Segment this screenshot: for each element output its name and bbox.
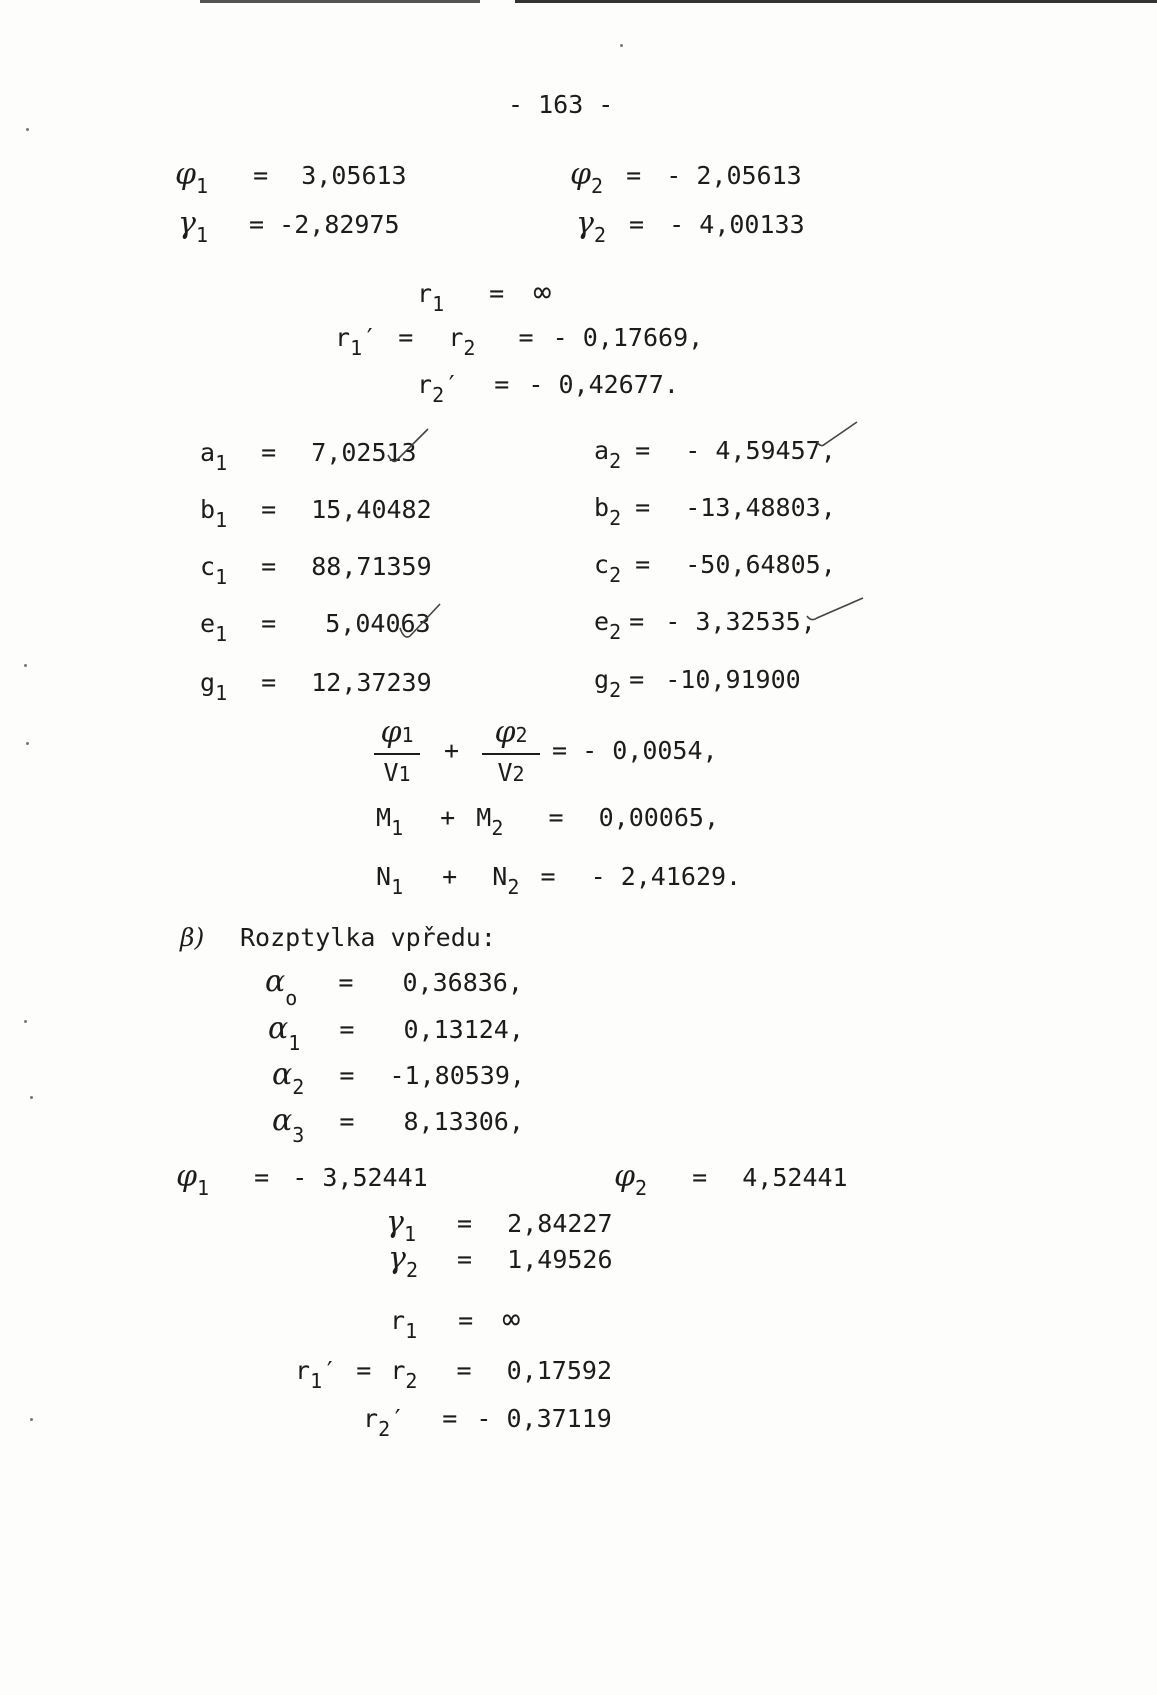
scan-speck — [24, 1020, 27, 1023]
a2-row: $a_2$ = - 4,59457, — [594, 436, 836, 473]
alpha0-value: 0,36836, — [402, 968, 523, 997]
check-mark-icon — [398, 600, 443, 645]
a2-value: - 4,59457, — [685, 436, 836, 465]
beta-gamma2-value: 1,49526 — [507, 1245, 613, 1274]
scan-speck — [26, 742, 29, 745]
c2-row: $c_2 = -50,64805$, — [594, 550, 836, 587]
e1-row: $e_1 = 5,04063$ — [200, 609, 431, 646]
gamma2-row: $\gamma_2$ = - 4,00133 — [576, 206, 805, 247]
beta-gamma2-row: $\gamma_2 = 1,49526$ — [388, 1241, 613, 1282]
scan-speck — [30, 1418, 33, 1421]
a1-row: $a_1 = 7,02513$ — [200, 438, 417, 475]
check-mark-icon — [805, 596, 865, 626]
section-beta-heading: Rozptylka vpředu: — [240, 923, 496, 952]
e2-value: - 3,32535, — [665, 607, 816, 636]
beta-r1-row: $r_1$ = ∞ — [390, 1302, 521, 1343]
infinity-value: ∞ — [533, 275, 552, 310]
gamma-symbol: γ — [178, 206, 196, 241]
r1-row: $r_1$ = ∞ — [417, 275, 552, 316]
beta-gamma1-row: $\gamma_1 = 2,84227$ — [386, 1205, 613, 1246]
c2-value: -50,64805, — [685, 550, 836, 579]
beta-r2prime-row: $r_2'$ = - 0,37119 — [363, 1404, 612, 1441]
m-sum-value: 0,00065, — [598, 803, 720, 832]
alpha3-value: 8,13306, — [403, 1107, 524, 1136]
check-mark-icon — [815, 420, 860, 450]
plus-sign: + — [444, 736, 460, 765]
b2-row: $b_2 = -13,48803$, — [594, 493, 836, 530]
b2-value: -13,48803, — [685, 493, 836, 522]
phi2-value: - 2,05613 — [666, 161, 802, 190]
phi-over-v-sum: = - 0,0054, — [552, 736, 718, 765]
check-mark-icon — [386, 425, 431, 470]
beta-phi2-value: 4,52441 — [742, 1163, 848, 1192]
gamma-symbol: γ — [576, 206, 594, 241]
alpha1-row: $\alpha_1 = 0,13124$, — [268, 1011, 524, 1055]
beta-phi1-value: - 3,52441 — [292, 1163, 428, 1192]
scan-speck — [24, 664, 27, 667]
n-sum-row: $N_1 + N_2$ = - 2,41629. — [376, 862, 742, 899]
c1-row: $c_1 = 88,71359$ — [200, 552, 432, 589]
beta-infinity-value: ∞ — [502, 1302, 521, 1337]
phi1-over-v1-fraction: φ1 V1 — [374, 715, 420, 787]
b1-row: $b_1 = 15,40482$ — [200, 495, 432, 532]
e1-value: 5,04063 — [325, 609, 431, 638]
scan-speck — [30, 1096, 33, 1099]
phi1-row: $\varphi_1 = 3,05613$ — [175, 157, 407, 198]
n-sum-value: - 2,41629. — [590, 862, 742, 891]
beta-r2prime-value: - 0,37119 — [476, 1404, 612, 1433]
gamma2-value: - 4,00133 — [669, 210, 805, 239]
r2-row: $r_1' = r_2$ = - 0,17669, — [335, 323, 704, 360]
gamma1-value: -2,82975 — [279, 210, 400, 239]
g2-value: -10,91900 — [665, 665, 801, 694]
section-beta-marker: β) — [180, 923, 205, 952]
c1-value: 88,71359 — [311, 552, 432, 581]
r2prime-row: $r_2'$ = - 0,42677. — [417, 370, 679, 407]
r2prime-value: - 0,42677. — [528, 370, 679, 399]
beta-r2-row: $r_1' = r_2 = 0,17592$ — [295, 1356, 613, 1393]
alpha3-row: $\alpha_3 = 8,13306$, — [272, 1103, 524, 1147]
g1-row: $g_1 = 12,37239$ — [200, 668, 432, 705]
phi1-value: 3,05613 — [301, 161, 407, 190]
alpha1-value: 0,13124, — [403, 1015, 524, 1044]
a1-value: 7,02513 — [311, 438, 417, 467]
top-edge-rule — [0, 0, 1157, 4]
beta-r2-value: 0,17592 — [506, 1356, 613, 1385]
beta-phi2-row: $\varphi_2 = 4,52441$ — [614, 1159, 848, 1200]
g1-value: 12,37239 — [311, 668, 432, 697]
r2-value: - 0,17669, — [552, 323, 704, 352]
e2-row: $e_2$ = - 3,32535, — [594, 607, 816, 644]
alpha2-value: -1,80539, — [389, 1061, 525, 1090]
g2-row: $g_2 = -10,91900$ — [594, 665, 801, 702]
alpha2-row: $\alpha_2 = -1,80539$, — [272, 1057, 525, 1099]
beta-gamma1-value: 2,84227 — [507, 1209, 613, 1238]
phi2-row: $\varphi_2$ = - 2,05613 — [570, 157, 802, 198]
gamma1-row: $\gamma_1 = -2,82975$ — [178, 206, 400, 247]
b1-value: 15,40482 — [311, 495, 432, 524]
alpha0-row: $\alpha_o = 0,36836$, — [265, 964, 523, 1010]
phi-over-v-value: - 0,0054, — [582, 736, 718, 765]
phi-symbol: φ — [570, 157, 592, 192]
beta-phi1-row: $\varphi_1$ = - 3,52441 — [176, 1159, 428, 1200]
m-sum-row: $M_1 + M_2 = 0,00065$, — [376, 803, 720, 840]
page-number: - 163 - — [508, 90, 614, 119]
scan-speck — [26, 128, 29, 131]
phi-symbol: φ — [175, 157, 197, 192]
scan-speck — [620, 44, 623, 47]
phi2-over-v2-fraction: φ2 V2 — [482, 715, 540, 787]
